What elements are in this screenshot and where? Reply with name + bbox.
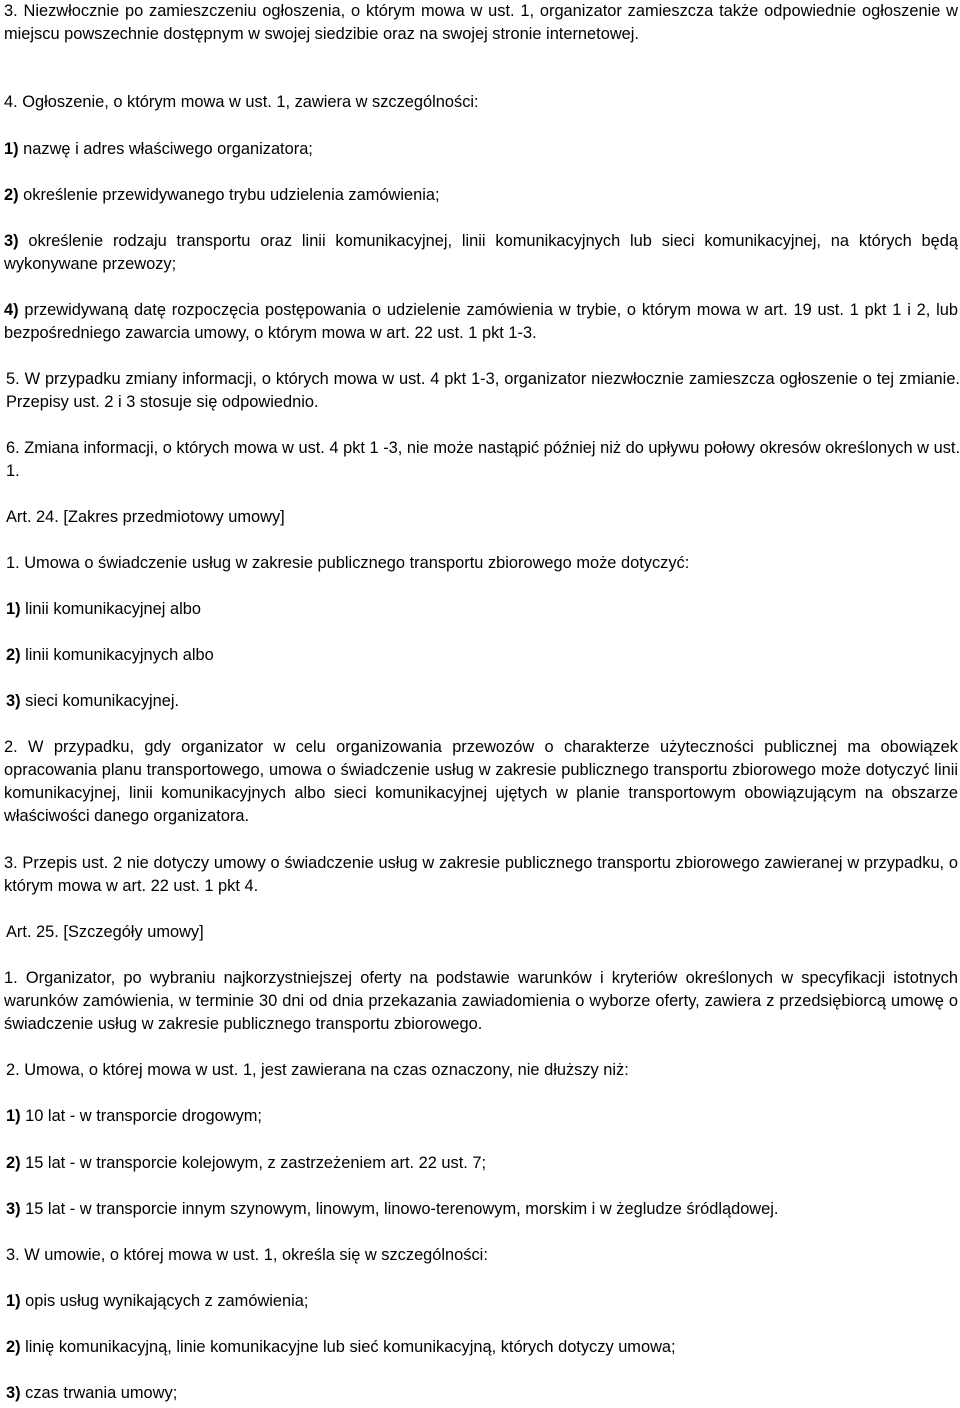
- paragraph-art25-ust-2: 2. Umowa, o której mowa w ust. 1, jest zawierana na czas oznaczony, nie dłuższy niż:: [6, 1061, 629, 1079]
- paragraph-art25-ust-1: 1. Organizator, po wybraniu najkorzystniejszej oferty na podstawie warunków i kryteriów określonych w specyfikacji istotnych warunków zamówienia, w terminie 30 dni od dnia przekazania zawiadomienia o wyborze oferty, zawiera z przedsiębiorcą umowę o świadczenie usług w zakresie publicznego transportu zbiorowego.: [4, 969, 958, 1033]
- paragraph-art24-ust-2: 2. W przypadku, gdy organizator w celu organizowania przewozów o charakterze użyteczności publicznej ma obowiązek opracowania planu transportowego, umowa o świadczenie usług w zakresie publicznego transportu zbiorowego może dotyczyć linii komunikacyjnej, linii komunikacyjnych albo sieci komunikacyjnej ujętych w planie transportowym obowiązującym na obszarze właściwości danego organizatora.: [4, 738, 958, 825]
- list-item: 1) 10 lat - w transporcie drogowym;: [6, 1107, 262, 1125]
- paragraph-ust-3: 3. Niezwłocznie po zamieszczeniu ogłoszenia, o którym mowa w ust. 1, organizator zamieszcza także odpowiednie ogłoszenie w miejscu powszechnie dostępnym w swojej siedzibie oraz na swojej stronie internetowej.: [4, 2, 958, 43]
- list-item: 3) 15 lat - w transporcie innym szynowym, linowym, linowo-terenowym, morskim i w żegludze śródlądowej.: [6, 1200, 779, 1218]
- paragraph-art25-ust-3: 3. W umowie, o której mowa w ust. 1, określa się w szczególności:: [6, 1246, 488, 1264]
- list-item: 1) nazwę i adres właściwego organizatora;: [4, 140, 313, 158]
- paragraph-ust-6: 6. Zmiana informacji, o których mowa w ust. 4 pkt 1 -3, nie może nastąpić później niż do upływu połowy okresów określonych w ust. 1.: [6, 439, 960, 480]
- list-item: 2) linii komunikacyjnych albo: [6, 646, 214, 664]
- list-item: 2) linię komunikacyjną, linie komunikacyjne lub sieć komunikacyjną, których dotyczy umowa;: [6, 1338, 676, 1356]
- list-item: 1) linii komunikacyjnej albo: [6, 600, 201, 618]
- list-item: 2) określenie przewidywanego trybu udzielenia zamówienia;: [4, 186, 440, 204]
- list-item: 1) opis usług wynikających z zamówienia;: [6, 1292, 309, 1310]
- article-heading-25: Art. 25. [Szczegóły umowy]: [6, 923, 204, 941]
- paragraph-art24-ust-1: 1. Umowa o świadczenie usług w zakresie publicznego transportu zbiorowego może dotyczyć:: [6, 554, 690, 572]
- list-item: 3) sieci komunikacyjnej.: [6, 692, 180, 710]
- list-item: 2) 15 lat - w transporcie kolejowym, z zastrzeżeniem art. 22 ust. 7;: [6, 1154, 487, 1172]
- article-heading-24: Art. 24. [Zakres przedmiotowy umowy]: [6, 508, 285, 526]
- list-item: 3) określenie rodzaju transportu oraz linii komunikacyjnej, linii komunikacyjnych lub sieci komunikacyjnej, na których będą wykonywane przewozy;: [4, 232, 958, 273]
- paragraph-ust-5: 5. W przypadku zmiany informacji, o których mowa w ust. 4 pkt 1-3, organizator niezwłocznie zamieszcza ogłoszenie o tej zmianie. Przepisy ust. 2 i 3 stosuje się odpowiednio.: [6, 370, 960, 411]
- paragraph-ust-4: 4. Ogłoszenie, o którym mowa w ust. 1, zawiera w szczególności:: [4, 93, 479, 111]
- list-item: 4) przewidywaną datę rozpoczęcia postępowania o udzielenie zamówienia w trybie, o którym mowa w art. 19 ust. 1 pkt 1 i 2, lub bezpośredniego zawarcia umowy, o którym mowa w art. 22 ust. 1 pkt 1-3.: [4, 301, 958, 342]
- paragraph-art24-ust-3: 3. Przepis ust. 2 nie dotyczy umowy o świadczenie usług w zakresie publicznego transportu zbiorowego zawieranej w przypadku, o którym mowa w art. 22 ust. 1 pkt 4.: [4, 854, 958, 895]
- list-item: 3) czas trwania umowy;: [6, 1384, 178, 1402]
